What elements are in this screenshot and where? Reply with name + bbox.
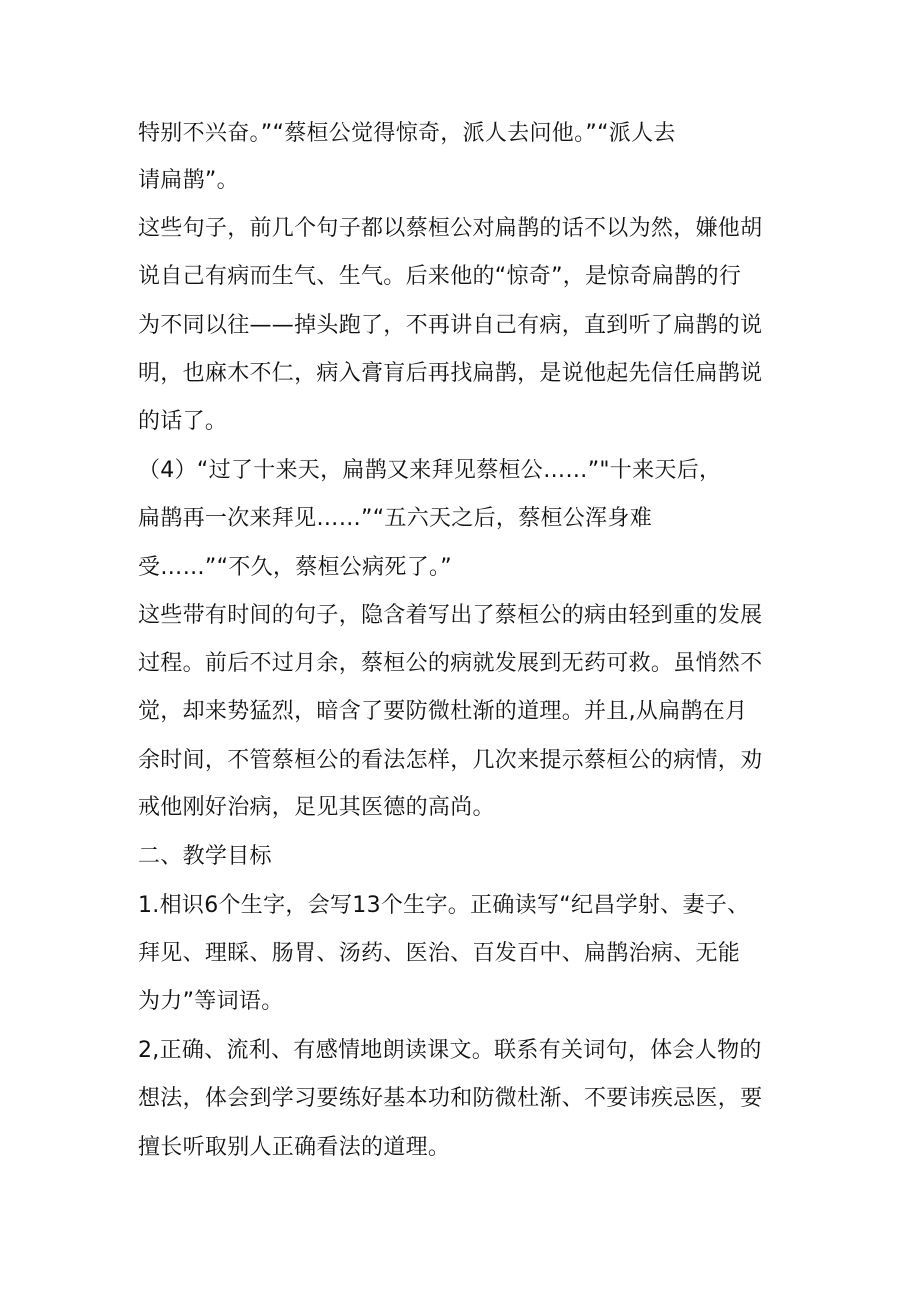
text-line: 为不同以往——掉头跑了，不再讲自己有病，直到听了扁鹊的说 xyxy=(138,313,763,338)
text-line: （4）“过了十来天，扁鹊又来拜见蔡桓公……”"十来天后， xyxy=(138,458,722,483)
text-line: 为力”等词语。 xyxy=(138,989,284,1014)
text-line: 扁鹊再一次来拜见……”“五六天之后，蔡桓公浑身难 xyxy=(138,506,652,531)
text-line: 受……”“不久，蔡桓公病死了。” xyxy=(138,555,452,580)
section-heading: 二、教学目标 xyxy=(138,844,272,869)
text-line: 请扁鹊”。 xyxy=(138,168,239,193)
text-line: 拜见、理睬、肠胃、汤药、医治、百发百中、扁鹊治病、无能 xyxy=(138,941,741,966)
text-line: 这些句子，前几个句子都以蔡桓公对扁鹊的话不以为然，嫌他胡 xyxy=(138,216,763,241)
text-line: 2,正确、流利、有感情地朗读课文。联系有关词句，体会人物的 xyxy=(138,1038,762,1063)
text-line: 戒他刚好治病，足见其医德的高尚。 xyxy=(138,795,495,820)
text-line: 明，也麻木不仁，病入膏肓后再找扁鹊，是说他起先信任扁鹊说 xyxy=(138,361,763,386)
text-line: 过程。前后不过月余，蔡桓公的病就发展到无药可救。虽悄然不 xyxy=(138,651,763,676)
text-line: 的话了。 xyxy=(138,409,228,434)
text-line: 说自己有病而生气、生气。后来他的“惊奇”，是惊奇扁鹊的行 xyxy=(138,264,742,289)
text-line: 觉，却来势猛烈，暗含了要防微杜渐的道理。并且,从扁鹊在月 xyxy=(138,699,748,724)
text-line: 余时间，不管蔡桓公的看法怎样，几次来提示蔡桓公的病情，劝 xyxy=(138,748,763,773)
text-line: 想法，体会到学习要练好基本功和防微杜渐、不要讳疾忌医，要 xyxy=(138,1086,763,1111)
text-line: 这些带有时间的句子，隐含着写出了蔡桓公的病由轻到重的发展 xyxy=(138,603,763,628)
text-line: 1.相识6个生字，会写13个生字。正确读写“纪昌学射、妻子、 xyxy=(138,893,750,918)
text-line: 擅长听取别人正确看法的道理。 xyxy=(138,1135,451,1160)
text-line: 特别不兴奋。”“蔡桓公觉得惊奇，派人去问他。”“派人去 xyxy=(138,121,676,146)
